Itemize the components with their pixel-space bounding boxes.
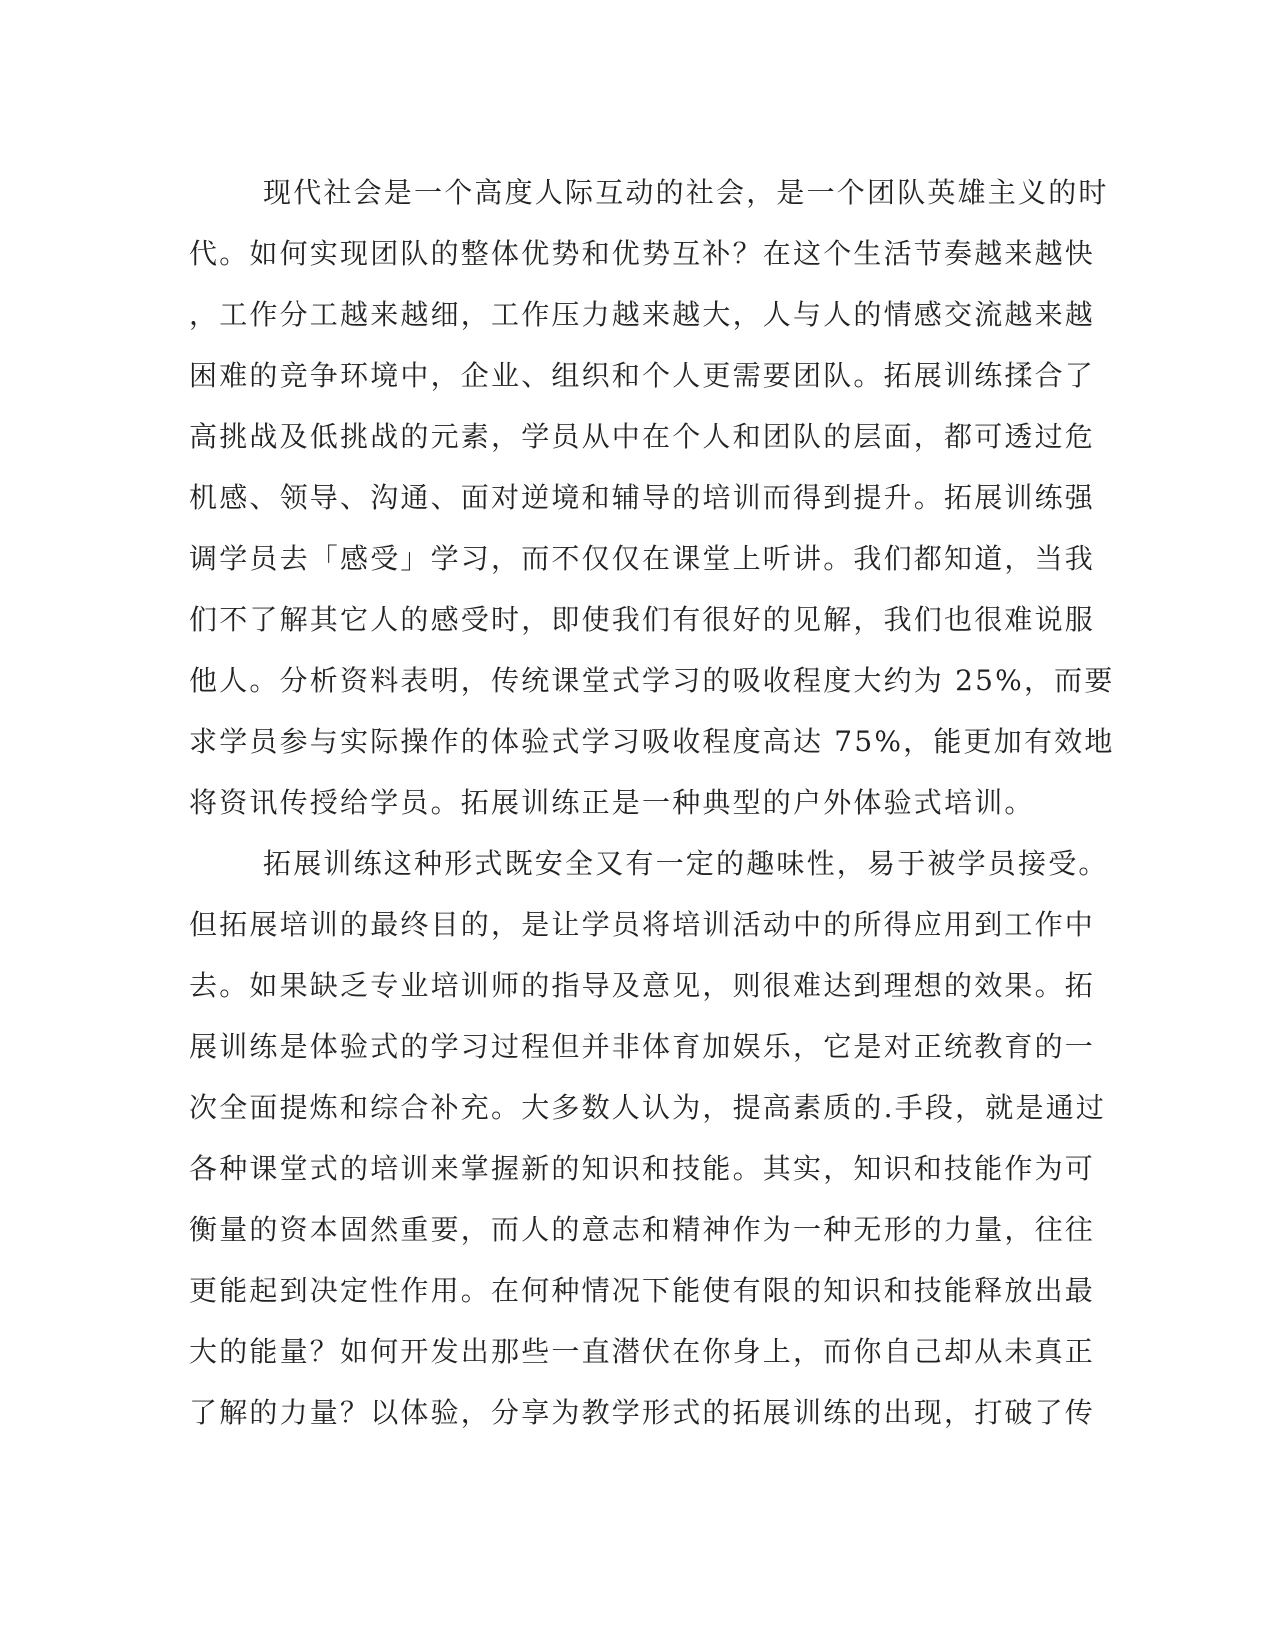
paragraph-1 (189, 162, 1115, 833)
text-line: ，工作分工越来越细，工作压力越来越大，人与人的情感交流越来越 (189, 298, 1096, 331)
text-line: 去。如果缺乏专业培训师的指导及意见，则很难达到理想的效果。拓 (189, 969, 1096, 1002)
text-line: 了解的力量？以体验，分享为教学形式的拓展训练的出现，打破了传 (189, 1396, 1096, 1429)
text-line: 们不了解其它人的感受时，即使我们有很好的见解，我们也很难说服 (189, 603, 1096, 636)
text-line: 各种课堂式的培训来掌握新的知识和技能。其实，知识和技能作为可 (189, 1152, 1096, 1185)
text-line: 衡量的资本固然重要，而人的意志和精神作为一种无形的力量，往往 (189, 1213, 1096, 1246)
body-text (189, 162, 1115, 1443)
text-line: 次全面提炼和综合补充。大多数人认为，提高素质的.手段，就是通过 (189, 1091, 1107, 1124)
text-line: 机感、领导、沟通、面对逆境和辅导的培训而得到提升。拓展训练强 (189, 481, 1096, 514)
text-line: 但拓展培训的最终目的，是让学员将培训活动中的所得应用到工作中 (189, 908, 1096, 941)
text-line: 展训练是体验式的学习过程但并非体育加娱乐，它是对正统教育的一 (189, 1030, 1096, 1063)
text-line: 困难的竞争环境中，企业、组织和个人更需要团队。拓展训练揉合了 (189, 359, 1096, 392)
text-line: 现代社会是一个高度人际互动的社会，是一个团队英雄主义的时 (263, 176, 1109, 209)
text-line: 代。如何实现团队的整体优势和优势互补？在这个生活节奏越来越快 (189, 237, 1096, 270)
text-line: 高挑战及低挑战的元素，学员从中在个人和团队的层面，都可透过危 (189, 420, 1096, 453)
text-line: 将资讯传授给学员。拓展训练正是一种典型的户外体验式培训。 (189, 786, 1035, 819)
text-line: 他人。分析资料表明，传统课堂式学习的吸收程度大约为 25%，而要 (189, 664, 1115, 697)
text-line: 调学员去「感受」学习，而不仅仅在课堂上听讲。我们都知道，当我 (189, 542, 1096, 575)
text-line: 更能起到决定性作用。在何种情况下能使有限的知识和技能释放出最 (189, 1274, 1096, 1307)
text-line: 拓展训练这种形式既安全又有一定的趣味性，易于被学员接受。 (263, 847, 1109, 880)
paragraph-2 (189, 833, 1109, 1443)
text-line: 求学员参与实际操作的体验式学习吸收程度高达 75%，能更加有效地 (189, 725, 1115, 758)
text-line: 大的能量？如何开发出那些一直潜伏在你身上，而你自己却从未真正 (189, 1335, 1096, 1368)
